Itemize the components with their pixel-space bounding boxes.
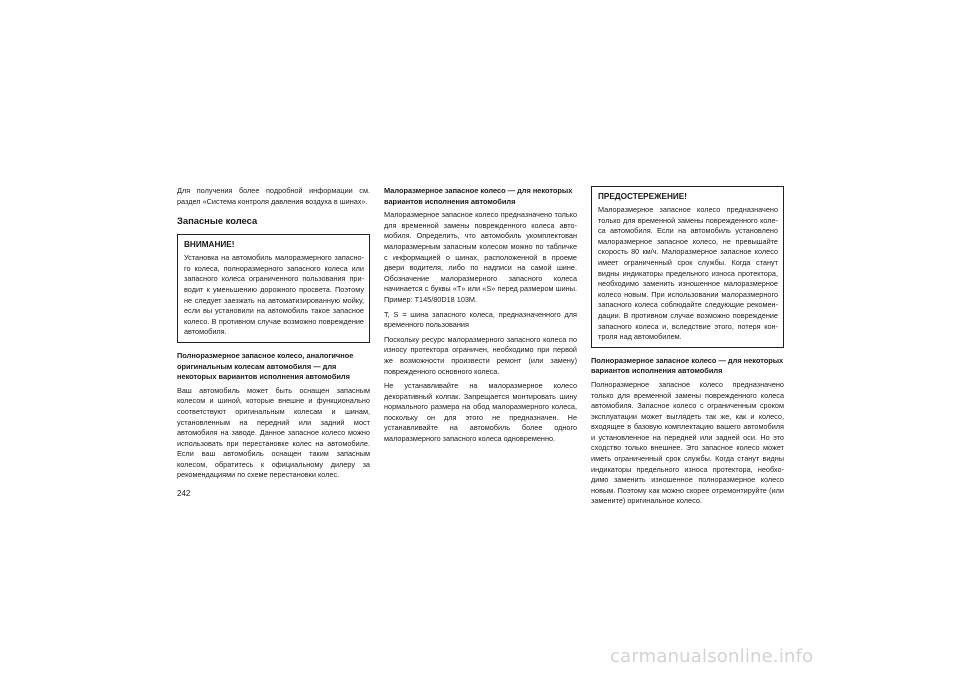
- subheading-compact-spare: Малоразмерное запасное колесо — для некоторых вариантов исполнения автомобиля: [384, 186, 573, 206]
- caution-text: Установка на автомобиль малоразмерного запасного колеса, полноразмерного запасного колеса или запасного колеса ограниченного пользования приводит к уменьшению дорожного просвета. Поэтому не следует заезжать на автоматизированную мойку, если вы установили на автомобиль такое запасное колесо. В противном случае возможно повреждение автомобиля.: [184, 253, 364, 337]
- warning-text: Малоразмерное запасное колесо предназначено только для временной замены поврежденного колеса автомобиля. Если на автомобиль установлено малоразмерное запасное колесо, не превышайте скорость 80 км/ч. Малоразмерное запасное колесо имеет ограниченный срок службы. Когда станут видны индикаторы предельного износа протектора, необходимо заменить изношенное малоразмерное колесо новым. При использовании малоразмерного запасного колеса соблюдайте следующие рекомендации. В противном случае возможно повреждение запасного колеса и, вследствие этого, потеря контроля над автомобилем.: [598, 205, 778, 342]
- caution-box: [177, 234, 370, 343]
- body-fullsize-spare: Полноразмерное запасное колесо предназначено только для временной замены поврежденного колеса автомобиля. Запасное колесо с ограниченным сроком эксплуатации может выглядеть так же, как и колесо, входящее в базовую комплектацию вашего автомобиля и установленное на передней или задней оси. Но это сходство только внешнее. Это запасное колесо может иметь ограниченный срок службы. Когда станут видны индикаторы предельного износа протектора, необходимо заменить изношенное полноразмерное колесо новым. Поэтому как можно скорее отремонтируйте (или замените) оригинальное колесо.: [591, 379, 784, 506]
- caution-title: ВНИМАНИЕ!: [184, 240, 235, 250]
- intro-paragraph: Для получения более подробной информации см. раздел «Система контроля давления воздуха в шинах».: [177, 186, 370, 206]
- compact-paragraph-3: Поскольку ресурс малоразмерного запасного колеса по износу протектора ограничен, необходимо при первой же возможности произвести ремонт (или замену) поврежденного основного колеса.: [384, 334, 577, 376]
- column-right: [591, 186, 784, 511]
- warning-box: [591, 186, 784, 348]
- section-title: Запасные колеса: [177, 215, 258, 227]
- compact-paragraph-1: Малоразмерное запасное колесо предназначено только для временной замены поврежденного колеса автомобиля. Определить, что автомобиль укомплектован малоразмерным запасным колесом можно по табличке с информацией о шинах, расположенной в проеме двери водителя, либо по надписи на самой шине. Обозначение малоразмерного запасного колеса начинается с буквы «T» или «S» перед размером шины. Пример: T145/80D18 103M.: [384, 210, 577, 304]
- subheading-fullsize-spare: Полноразмерное запасное колесо — для некоторых вариантов исполнения автомобиля: [591, 355, 784, 376]
- body-fullsize-identical: Ваш автомобиль может быть оснащен запасным колесом и шиной, которые внешне и функционально соответствуют оригинальным колесам и шинам, установленным на передний или задний мост автомобиля на заводе. Данное запасное колесо можно использовать при перестановке колес на автомобиле. Если ваш автомобиль оснащен таким запасным колесом, обратитесь к официальному дилеру за рекомендациями по схеме перестановки колес.: [177, 385, 370, 480]
- subheading-fullsize-identical: Полноразмерное запасное колесо, аналогичное оригинальным колесам автомобиля — для некоторых вариантов исполнения автомобиля: [177, 350, 354, 382]
- column-left: [177, 186, 370, 485]
- warning-title: ПРЕДОСТЕРЕЖЕНИЕ!: [598, 192, 687, 201]
- compact-paragraph-2: T, S = шина запасного колеса, предназначенного для временного пользования: [384, 309, 577, 330]
- column-middle: [384, 186, 577, 449]
- watermark: carmanualsonline.info: [610, 646, 814, 667]
- compact-paragraph-4: Не устанавливайте на малоразмерное колесо декоративный колпак. Запрещается монтировать шину нормального размера на обод малоразмерного колеса, поскольку он для этого не предназначен. Не устанавливайте на автомобиль более одного малоразмерного запасного колеса одновременно.: [384, 381, 577, 444]
- page-number: 242: [177, 489, 191, 498]
